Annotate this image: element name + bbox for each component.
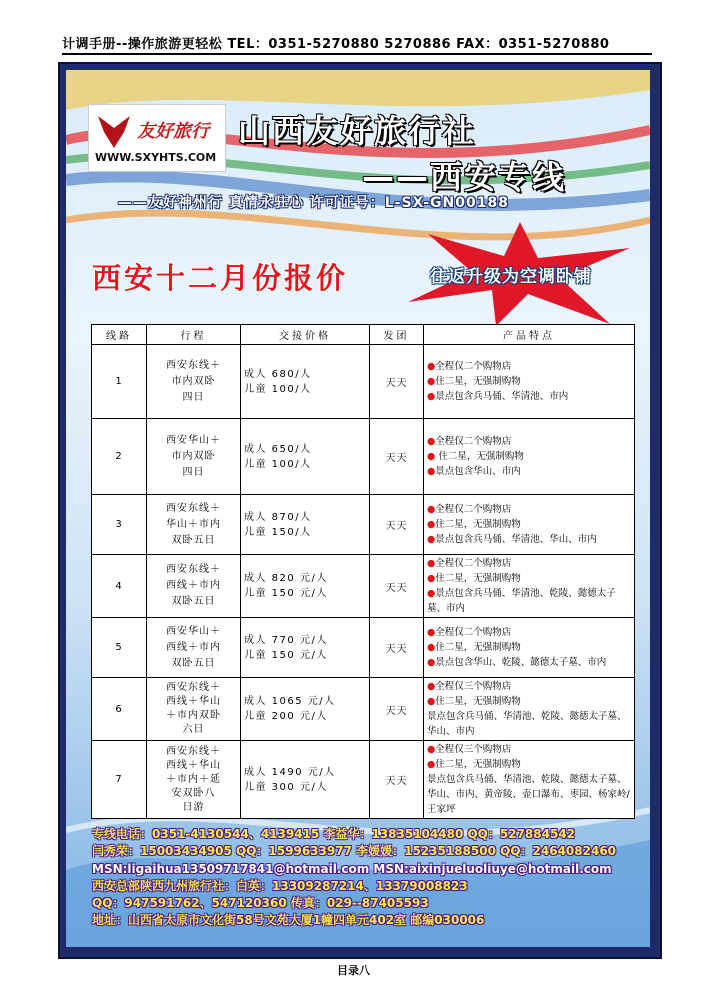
price: 成人 650/人 儿童 100/人	[241, 419, 370, 495]
header-features: 产品特点	[424, 325, 635, 345]
features: ●全程仅三个购物店 ●住二星，无强制购物 景点包含兵马俑、华清池、乾陵、懿德太子墓、华山、市内	[424, 678, 635, 741]
itinerary: 西安东线＋ 华山＋市内 双卧五日	[147, 495, 241, 555]
line-title: ——西安专线	[362, 158, 567, 196]
header-itinerary: 行程	[147, 325, 241, 345]
price: 成人 770 元/人 儿童 150 元/人	[241, 618, 370, 678]
bullet-icon: ●	[427, 451, 436, 462]
bullet-icon: ●	[427, 573, 436, 584]
bullet-icon: ●	[427, 696, 436, 707]
line-number: 3	[92, 495, 147, 555]
header-line-no: 线路	[92, 325, 147, 345]
table-row	[92, 741, 635, 819]
price-table	[91, 324, 635, 819]
bullet-icon: ●	[427, 558, 436, 569]
line-number: 4	[92, 555, 147, 618]
table-row	[92, 345, 635, 419]
departure: 天天	[370, 741, 424, 819]
logo-url: WWW.SXYHTS.COM	[95, 151, 217, 164]
features: ●全程仅二个购物店 ●住二星，无强制购物 ●景点包含兵马俑、华清池、市内	[424, 345, 635, 419]
features: ●全程仅二个购物店 ●住二星，无强制购物 ●景点包含兵马俑、华清池、华山、市内	[424, 495, 635, 555]
contact-line: 闫秀荣：15003434905 QQ：1599633977 李媛媛：15235188500 QQ：2464082460	[92, 844, 617, 859]
bullet-icon: ●	[427, 681, 436, 692]
line-number: 6	[92, 678, 147, 741]
features: ●全程仅二个购物店 ● 住二星，无强制购物 ●景点包含华山、市内	[424, 419, 635, 495]
bullet-icon: ●	[427, 657, 436, 668]
bullet-icon: ●	[427, 534, 436, 545]
bullet-icon: ●	[427, 642, 436, 653]
table-row	[92, 618, 635, 678]
bullet-icon: ●	[427, 466, 436, 477]
itinerary: 西安东线＋ 西线＋市内 双卧五日	[147, 555, 241, 618]
departure: 天天	[370, 495, 424, 555]
month-price-title: 西安十二月份报价	[92, 261, 349, 295]
bullet-icon: ●	[427, 436, 436, 447]
bullet-icon: ●	[427, 376, 436, 387]
itinerary: 西安华山＋ 西线＋市内 双卧五日	[147, 618, 241, 678]
departure: 天天	[370, 678, 424, 741]
contact-block	[92, 826, 648, 930]
bullet-icon: ●	[427, 627, 436, 638]
header-line: 计调手册--操作旅游更轻松 TEL：0351-5270880 5270886 FAX：0351-5270880	[62, 33, 652, 55]
upgrade-note: 往返升级为空调卧铺	[430, 267, 592, 287]
bullet-icon: ●	[427, 759, 436, 770]
price: 成人 870/人 儿童 150/人	[241, 495, 370, 555]
logo-emblem-icon	[94, 110, 134, 150]
table-row	[92, 419, 635, 495]
line-number: 7	[92, 741, 147, 819]
price: 成人 1490 元/人 儿童 300 元/人	[241, 741, 370, 819]
departure: 天天	[370, 345, 424, 419]
contact-line: 专线电话：0351-4130544、4139415 李益华：13835104480 QQ：527884542	[92, 827, 576, 841]
bullet-icon: ●	[427, 361, 436, 372]
agency-title: 山西友好旅行社	[238, 112, 477, 150]
itinerary: 西安东线＋ 西线＋华山 ＋市内＋延 安双卧八 日游	[147, 741, 241, 819]
bullet-icon: ●	[427, 391, 436, 402]
logo	[88, 104, 226, 172]
price: 成人 1065 元/人 儿童 200 元/人	[241, 678, 370, 741]
departure: 天天	[370, 555, 424, 618]
table-header-row	[92, 325, 635, 345]
contact-msn: MSN:ligaihua13509717841@hotmail.com MSN:aixinjueluoliuye@hotmail.com	[92, 861, 612, 876]
features: ●全程仅二个购物店 ●住二星，无强制购物 ●景点包含华山、乾陵、懿德太子墓、市内	[424, 618, 635, 678]
features: ●全程仅二个购物店 ●住二星，无强制购物 ●景点包含兵马俑、华清池、乾陵、懿德太子墓、市内	[424, 555, 635, 618]
features: ●全程仅三个购物店 ●住二星，无强制购物 景点包含兵马俑、华清池、乾陵、懿德太子墓、华山、市内、黄帝陵、壶口瀑布、枣园、杨家岭/王家坪	[424, 741, 635, 819]
slogan-license: ——友好神州行 真情永驻心 许可证号：L-SX-GN00188	[118, 195, 509, 211]
page-footer: 目录八	[337, 964, 370, 977]
itinerary: 西安东线＋ 西线＋华山 ＋市内双卧 六日	[147, 678, 241, 741]
contact-address: 地址：山西省太原市文化街58号文苑大厦1幢四单元402室 邮编030006	[92, 913, 485, 928]
itinerary: 西安东线＋ 市内双卧 四日	[147, 345, 241, 419]
bullet-icon: ●	[427, 504, 436, 515]
line-number: 2	[92, 419, 147, 495]
poster	[66, 70, 650, 947]
header-price: 交接价格	[241, 325, 370, 345]
departure: 天天	[370, 618, 424, 678]
price: 成人 820 元/人 儿童 150 元/人	[241, 555, 370, 618]
itinerary: 西安华山＋ 市内双卧 四日	[147, 419, 241, 495]
table-row	[92, 555, 635, 618]
bullet-icon: ●	[427, 519, 436, 530]
logo-text: 友好旅行	[137, 121, 209, 142]
line-number: 1	[92, 345, 147, 419]
table-row	[92, 678, 635, 741]
contact-line: QQ：947591762、547120360 传真：029--87405593	[92, 896, 429, 911]
line-number: 5	[92, 618, 147, 678]
bullet-icon: ●	[427, 744, 436, 755]
table-row	[92, 495, 635, 555]
contact-line: 西安总部陕西九州旅行社：白英：13309287214、13379008823	[92, 878, 468, 893]
bullet-icon: ●	[427, 588, 436, 599]
departure: 天天	[370, 419, 424, 495]
header-departure: 发团	[370, 325, 424, 345]
price: 成人 680/人 儿童 100/人	[241, 345, 370, 419]
